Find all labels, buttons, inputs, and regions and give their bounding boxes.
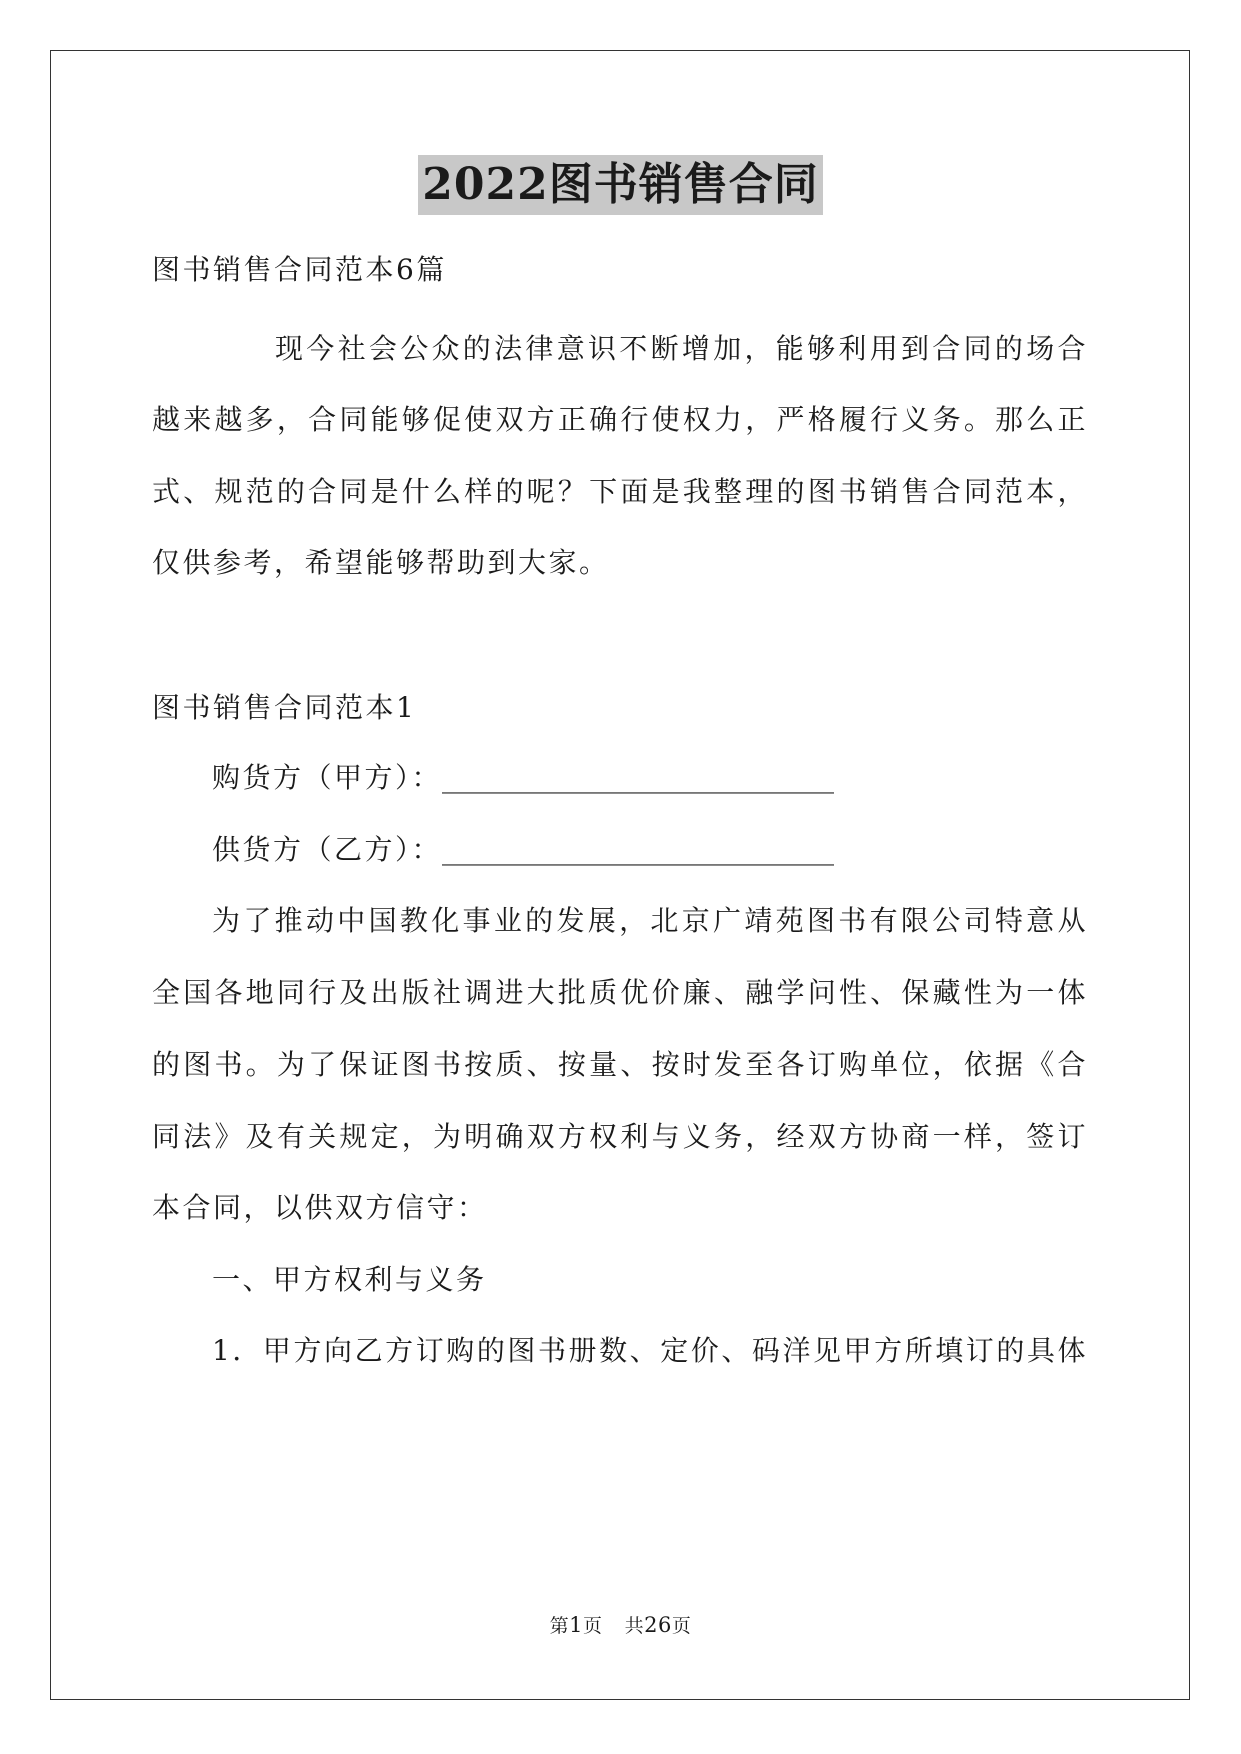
document-subtitle: 图书销售合同范本6篇	[152, 253, 447, 286]
body-line-4: 同法》及有关规定，为明确双方权利与义务，经双方协商一样，签订	[152, 1120, 1088, 1153]
seller-line	[212, 830, 1148, 870]
body-line-5: 本合同，以供双方信守：	[152, 1191, 488, 1224]
footer-total-prefix: 共	[624, 1615, 645, 1637]
seller-blank: ____________________________	[442, 833, 835, 866]
footer-total-pages: 26	[644, 1613, 672, 1637]
intro-line-2: 越来越多，合同能够促使双方正确行使权力，严格履行义务。那么正	[152, 403, 1088, 436]
buyer-line	[212, 758, 1148, 798]
intro-line-3: 式、规范的合同是什么样的呢？下面是我整理的图书销售合同范本，	[152, 475, 1088, 508]
footer-total-suffix: 页	[671, 1615, 692, 1637]
buyer-label: 购货方（甲方）：	[212, 761, 443, 794]
page-footer	[0, 1612, 1241, 1639]
section-heading: 图书销售合同范本1	[152, 691, 417, 724]
clause-heading: 一、甲方权利与义务	[212, 1263, 487, 1296]
title-container	[0, 155, 1241, 215]
footer-page-prefix: 第	[549, 1615, 570, 1637]
body-line-3: 的图书。为了保证图书按质、按量、按时发至各订购单位，依据《合	[152, 1048, 1088, 1081]
footer-page-number: 1	[569, 1613, 584, 1637]
body-line-2: 全国各地同行及出版社调进大批质优价廉、融学问性、保藏性为一体	[152, 976, 1088, 1009]
document-title: 2022图书销售合同	[418, 155, 822, 215]
clause-1: 1．甲方向乙方订购的图书册数、定价、码洋见甲方所填订的具体	[212, 1334, 1088, 1367]
footer-page-suffix: 页	[583, 1615, 603, 1637]
page-border	[50, 50, 1190, 1700]
intro-line-4: 仅供参考，希望能够帮助到大家。	[152, 546, 610, 579]
intro-line-1: 现今社会公众的法律意识不断增加，能够利用到合同的场合	[275, 332, 1088, 365]
body-line-1: 为了推动中国教化事业的发展，北京广靖苑图书有限公司特意从	[212, 904, 1088, 937]
seller-label: 供货方（乙方）：	[212, 833, 443, 866]
buyer-blank: ____________________________	[442, 761, 835, 794]
